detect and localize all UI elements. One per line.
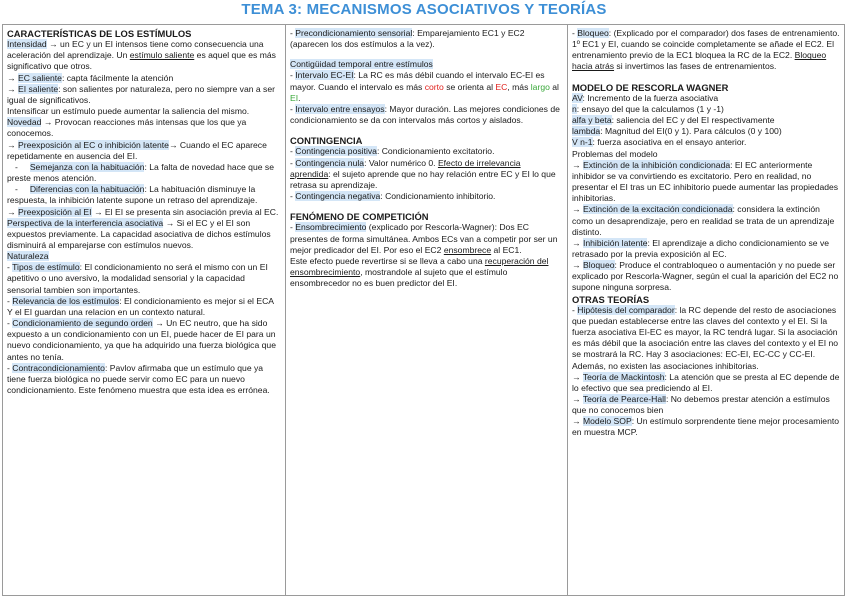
bullet: - (15, 184, 21, 195)
term-naturaleza: Naturaleza (7, 251, 49, 262)
paragraph-av (572, 93, 840, 104)
term-ext-inhibicion: Extinción de la inhibición condicionada (582, 159, 731, 170)
arrow: → (7, 83, 18, 94)
paragraph-alfa-beta (572, 115, 840, 126)
arrow: → (572, 204, 583, 215)
term-vn: V n-1 (572, 137, 593, 148)
text: : Mayor duración. Las mejores condiciones de condicionamiento se da con intervalos más cortos y aislados. (290, 103, 560, 126)
bullet: - (290, 70, 296, 81)
text: , mostrandole al sujeto que el estímulo ensombrecedor no es buen predictor del EI. (290, 266, 508, 289)
term-intensidad: Intensidad (7, 39, 47, 50)
paragraph-inhibicion-latente (572, 238, 840, 260)
bullet: - (15, 161, 21, 172)
heading-competicion: FENÓMENO DE COMPETICIÓN (290, 211, 429, 223)
text: → Provocan reacciones más intensas que los que ya conocemos. (7, 117, 247, 139)
paragraph-pearce-hall (572, 394, 840, 416)
bullet: - (290, 157, 296, 168)
paragraph-contingencia-positiva (290, 146, 563, 157)
arrow: → (572, 260, 583, 271)
text: : considera la extinción como un desaprendizaje, pero en realidad se trata de un aprendizaje distinto. (572, 204, 835, 237)
paragraph-intervalo-ec-ei (290, 70, 563, 103)
paragraph-precondicionamiento (290, 28, 563, 50)
term-contingencia-positiva: Contingencia positiva (295, 146, 377, 157)
term-relevancia: Relevancia de los estímulos (12, 295, 120, 306)
text: : Pavlov afirmaba que un estímulo que ya tiene fuerza biológica no puede servir como EC para un nuevo condicionamiento. Este fenómeno muestra que esta idea es errónea. (7, 362, 270, 395)
spacer (290, 126, 563, 135)
paragraph-tipos (7, 262, 281, 295)
text: : el sujeto aprende que no hay relación entre EC y EI lo que retrasa su aprendizaje. (290, 168, 556, 190)
text: : Condicionamiento inhibitorio. (380, 191, 496, 202)
paragraph-comparador (572, 305, 840, 372)
paragraph-sop (572, 416, 840, 438)
term-precondicionamiento: Precondicionamiento sensorial (295, 28, 413, 38)
term-efecto-irrelevancia: Efecto de irrelevancia aprendida (290, 157, 521, 179)
paragraph-bloqueo (572, 28, 840, 73)
term-bloqueo-atras: Bloqueo hacia atrás (572, 50, 827, 72)
paragraph-contiguidad (290, 59, 563, 70)
text: : Emparejamiento EC1 y EC2 (aparecen los dos estímulos a la vez). (290, 28, 525, 50)
text: : El aprendizaje a dicho condicionamiento se ve retrasado por la previa exposición al EC. (572, 237, 830, 259)
bullet: - (7, 318, 13, 329)
text: : la RC depende del resto de asociaciones que puedan establecerse entre las claves del contexto y el EI. Si la fuerza asociativa EI-EC es mayor, la RC tendrá lugar. Si la asociación es más débil que la asociación entre las claves del contexto y el EI no se mostrará la RC. Hay 3 asociaciones: EC-EI, EC-CC y CC-EI. Además, no existen las asociaciones inhibitorias. (572, 304, 839, 371)
heading-caracteristicas: CARACTERÍSTICAS DE LOS ESTÍMULOS (7, 28, 192, 39)
paragraph-ensombrecimiento (290, 222, 563, 255)
arrow: → (7, 72, 18, 83)
text: : La atención que se presta al EC depende de lo efectivo que sea prediciendo al EI. (572, 371, 840, 393)
bullet: - (7, 262, 13, 273)
term-tipos: Tipos de estímulo (12, 262, 80, 273)
paragraph-ext-excitacion (572, 204, 840, 237)
text: : La habituación disminuye la respuesta, la inhibición latente supone un retraso del aprendizaje. (7, 184, 258, 206)
text: , más (507, 81, 531, 92)
bullet: - (572, 28, 578, 38)
paragraph-contingencia-nula (290, 158, 563, 191)
arrow: → (572, 159, 583, 170)
term-n: n (572, 103, 577, 114)
term-comparador: Hipótesis del comparador (577, 304, 675, 315)
paragraph-ei-saliente (7, 84, 281, 106)
term-intervalo-ensayos: Intervalo entre ensayos (295, 103, 385, 114)
text: : Incremento de la fuerza asociativa (582, 92, 719, 103)
column-2 (286, 25, 568, 595)
term-segundo-orden: Condicionamiento de segundo orden (12, 318, 153, 329)
column-1 (3, 25, 286, 595)
term-ext-excitacion: Extinción de la excitación condicionada (582, 204, 733, 215)
term-estimulo-saliente: estímulo saliente (129, 50, 195, 61)
term-bloqueo: Bloqueo (577, 28, 609, 38)
text: : El condicionamiento es mejor si el ECA Y el EI guardan una relacion en un contexto natural. (7, 295, 274, 317)
paragraph-mackintosh (572, 372, 840, 394)
bullet: - (7, 362, 13, 373)
term-pearce-hall: Teoría de Pearce-Hall (582, 394, 666, 404)
arrow: → (572, 416, 583, 427)
bullet: - (290, 28, 296, 38)
bullet: - (572, 304, 578, 315)
text: Este efecto puede revertirse si se lleva a cabo una (290, 255, 485, 266)
arrow: → (572, 237, 583, 248)
paragraph-ec-saliente (7, 73, 281, 84)
paragraph-preexp-ec (7, 140, 281, 162)
heading-otras-teorias: OTRAS TEORÍAS (572, 293, 650, 305)
text: : Valor numérico 0. (364, 157, 438, 168)
paragraph-novedad (7, 117, 281, 139)
text: : Condicionamiento excitatorio. (376, 146, 495, 157)
paragraph-semejanza (7, 162, 281, 184)
paragraph-intensificar: Intensificar un estímulo puede aumentar la saliencia del mismo. (7, 106, 250, 117)
term-recuperacion: recuperación del ensombrecimiento (290, 255, 549, 277)
term-contiguidad: Contigüidad temporal entre estímulos (290, 59, 433, 70)
paragraph-bloqueo-2 (572, 260, 840, 293)
arrow: → (572, 394, 583, 404)
text: : La RC es más débil cuando el intervalo EC-EI es mayor. Cuando el intervalo es más (290, 70, 545, 92)
term-sop: Modelo SOP (582, 416, 632, 427)
word-ei: EI (290, 92, 299, 103)
text: : La falta de novedad hace que se preste menos atención. (7, 161, 274, 184)
spacer (290, 50, 563, 59)
text: → un EC y un EI intensos tiene como consecuencia una aceleración del aprendizaje. Un (7, 39, 264, 61)
term-ec-saliente: EC saliente (17, 72, 62, 83)
text: → El EI se presenta sin asociación previa al EC. (91, 206, 279, 217)
spacer (572, 73, 840, 82)
text: : Produce el contrabloqueo o aumentación y no puede ser explicado por Rescorla-Wagner, según el cual la aparición del EC2 no supone ninguna sorpresa. (572, 260, 839, 293)
text: : El condicionamiento no será el mismo con un EI apetitivo o uno aversivo, la modalidad sensorial y la capacidad sensorial tambien son importantes. (7, 262, 268, 295)
term-bloqueo-2: Bloqueo (582, 260, 615, 271)
text: → Cuando el EC aparece repetidamente en ausencia del EI. (7, 139, 267, 161)
heading-rescorla: MODELO DE RESCORLA WAGNER (572, 81, 729, 93)
term-contingencia-negativa: Contingencia negativa (295, 191, 381, 202)
term-ei-saliente: EI saliente (17, 83, 59, 94)
arrow: → (572, 371, 583, 382)
term-intervalo-ec-ei: Intervalo EC-EI (295, 70, 354, 81)
spacer (290, 202, 563, 211)
text: : son salientes por naturaleza, pero no siempre van a ser igual de significativos. (7, 83, 275, 105)
term-diferencias: Diferencias con la habituación (29, 184, 145, 195)
term-contracondicionamiento: Contracondicionamiento (12, 362, 105, 373)
paragraph-intervalo-ensayos (290, 104, 563, 126)
arrow: → (7, 206, 18, 217)
paragraph-recuperacion (290, 256, 563, 289)
paragraph-relevancia (7, 296, 281, 318)
paragraph-problemas: Problemas del modelo (572, 148, 658, 159)
column-3 (568, 25, 844, 595)
text: : saliencia del EC y del EI respectivamente (611, 115, 775, 126)
term-ensombrecimiento: Ensombrecimiento (295, 222, 367, 233)
bullet: - (290, 222, 296, 233)
paragraph-segundo-orden (7, 318, 281, 363)
bullet: - (290, 146, 296, 157)
word-corto: corto (424, 81, 444, 92)
notes-table (2, 24, 845, 596)
term-novedad: Novedad (7, 117, 42, 128)
paragraph-lambda (572, 126, 840, 137)
paragraph-intensidad (7, 39, 281, 72)
bullet: - (290, 191, 296, 202)
term-av: AV (572, 92, 583, 103)
text: . (298, 92, 301, 103)
text: al (549, 81, 559, 92)
word-ec: EC (495, 81, 508, 92)
word-largo: largo (530, 81, 550, 92)
paragraph-preexp-ei (7, 207, 281, 218)
paragraph-contingencia-negativa (290, 191, 563, 202)
term-inhibicion-latente: Inhibición latente (582, 237, 648, 248)
text: si invertimos las fases de entrenamientos. (614, 61, 777, 72)
term-perspectiva: Perspectiva de la interferencia asociativa (7, 217, 164, 228)
bullet: - (7, 295, 13, 306)
term-semejanza: Semejanza con la habituación (29, 161, 145, 172)
text: : capta fácilmente la atención (61, 72, 174, 83)
text: : No debemos prestar atención a estímulos que no conocemos bien (572, 394, 830, 416)
paragraph-ext-inhibicion (572, 160, 840, 205)
paragraph-contracondicionamiento (7, 363, 281, 396)
heading-contingencia: CONTINGENCIA (290, 135, 363, 147)
term-alfa-beta: alfa y beta (572, 115, 612, 126)
paragraph-diferencias (7, 184, 281, 206)
bullet: - (290, 103, 296, 114)
text: → Si el EC y el EI son expuestos previamente. La capacidad asociativa de dichos estímulos disminuirá al emparejarse con estímulos nuevos. (7, 217, 271, 250)
term-preexp-ei: Preexposición al EI (17, 206, 92, 217)
text: al EC1. (491, 244, 522, 255)
text: → Un EC neutro, que ha sido expuesto a un condicionamiento con un EI, puede hacer de EI para un nuevo condicionamiento, ya que ha adquirido una fuerza biológica que antes no tenía. (7, 318, 276, 362)
term-ensombrece: ensombrece (443, 244, 492, 255)
term-lambda: lambda (572, 126, 601, 137)
page-title: TEMA 3: MECANISMOS ASOCIATIVOS Y TEORÍAS (241, 1, 607, 18)
paragraph-n (572, 104, 840, 115)
paragraph-perspectiva (7, 218, 281, 251)
text: : (Explicado por el comparador) dos fases de entrenamiento. 1º EC1 y EI, cuando se coincide completamente se añade el EC2. El entrenamiento previo de la EC1 bloquea la RC de la EC2. (572, 28, 840, 61)
term-mackintosh: Teoría de Mackintosh (582, 371, 665, 382)
paragraph-vn (572, 137, 840, 148)
text: (explicado por Rescorla-Wagner): Dos EC presentes de forma simultánea. Ambos ECs van a competir por ser un mejor predicador del EI. Por eso el EC2 (290, 222, 558, 255)
text: : Un estímulo sorprendente tiene mejor procesamiento en muestra MCP. (572, 416, 840, 438)
text: es aquel que es más significativo que otros. (7, 50, 276, 72)
arrow: → (7, 139, 18, 150)
paragraph-naturaleza (7, 251, 281, 262)
term-contingencia-nula: Contingencia nula (295, 157, 365, 168)
text: : ensayo del que la calculamos (1 y -1) (576, 103, 724, 114)
term-preexp-ec: Preexposición al EC o inhibición latente (17, 139, 169, 150)
text: : Magnitud del EI(0 y 1). Para cálculos (0 y 100) (600, 126, 782, 137)
text: : fuerza asociativa en el ensayo anterior. (592, 137, 747, 148)
text: se orienta al (443, 81, 496, 92)
text: : El EC anteriormente inhibidor se va convirtiendo es excitatorio. Pero en realidad, no presentar el EI tras un EC inhibitorio puede aumentar las propiedades inhibitorias. (572, 159, 839, 204)
